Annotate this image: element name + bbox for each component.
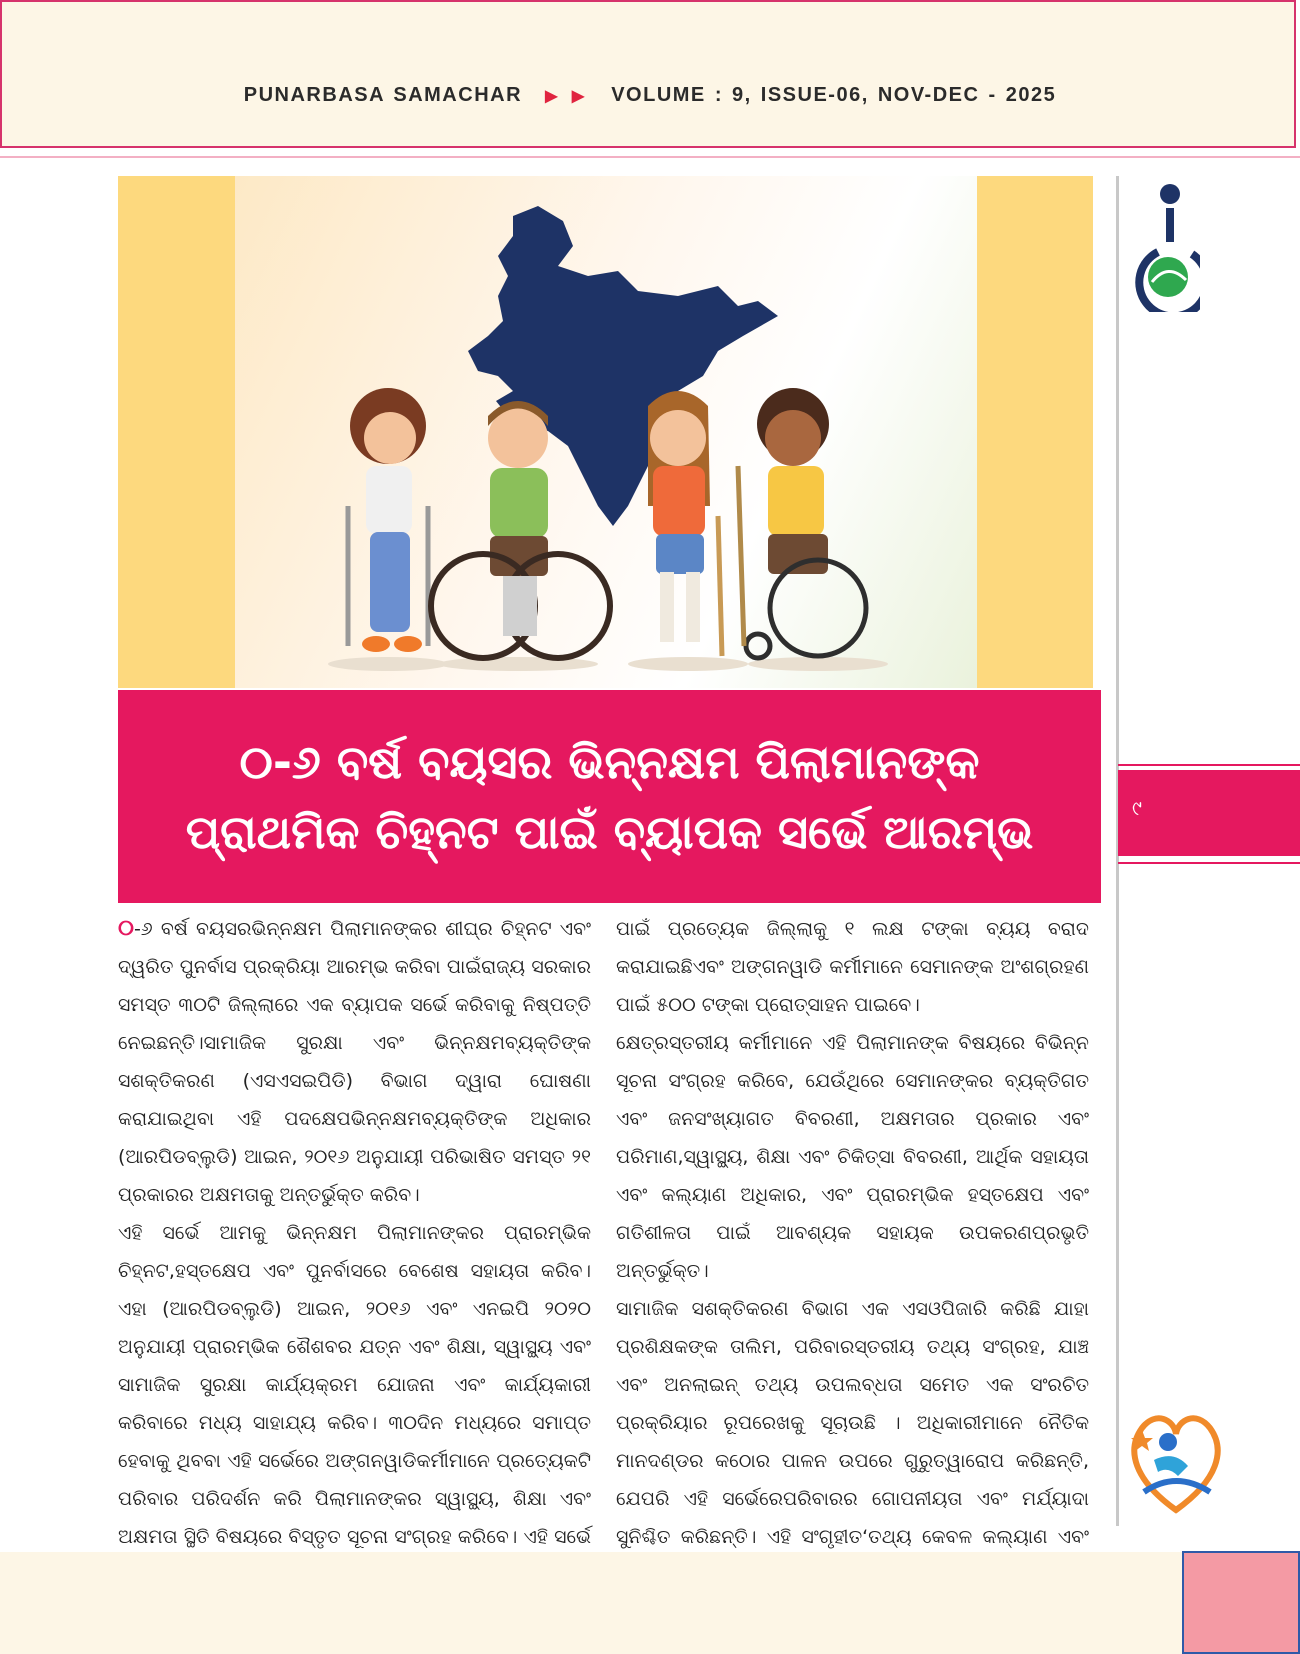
- drop-cap: ୦: [118, 916, 134, 941]
- paragraph-text: -୬ ବର୍ଷ ବୟସରଭିନ୍ନକ୍ଷମ ପିଲାମାନଙ୍କର ଶୀଘ୍ର ଚିହ୍ନଟ ଏବଂ ଦ୍ୱରିତ ପୁନର୍ବାସ ପ୍ରକ୍ରିୟା ଆରମ୍ଭ କରିବା ପାଇଁରାଜ୍ୟ ସରକାର ସମସ୍ତ ୩୦ଟି ଜିଲ୍ଲାରେ ଏକ ବ୍ୟାପକ ସର୍ଭେ କରିବାକୁ ନିଷ୍ପତ୍ତି ନେଇଛନ୍ତି।ସାମାଜିକ ସୁରକ୍ଷା ଏବଂ ଭିନ୍ନକ୍ଷମବ୍ୟକ୍ତିଙ୍କ ସଶକ୍ତିକରଣ (ଏସଏସଇପିଡି) ବିଭାଗ ଦ୍ୱାରା ଘୋଷଣା କରାଯାଇଥିବା ଏହି ପଦକ୍ଷେପଭିନ୍ନକ୍ଷମବ୍ୟକ୍ତିଙ୍କ ଅଧିକାର (ଆରପିଡବ୍ଲୁଡି) ଆଇନ, ୨୦୧୬ ଅନୁଯାୟୀ ପରିଭାଷିତ ସମସ୍ତ ୨୧ ପ୍ରକାରର ଅକ୍ଷମତାକୁ ଅନ୍ତର୍ଭୁକ୍ତ କରିବ।: [118, 918, 591, 1206]
- paragraph: ପାଇଁ ପ୍ରତ୍ୟେକ ଜିଲ୍ଲାକୁ ୧ ଲକ୍ଷ ଟଙ୍କା ବ୍ୟୟ ବରାଦ କରାଯାଇଛିଏବଂ ଅଙ୍ଗନୱାଡି କର୍ମୀମାନେ ସେମାନଙ୍କ ଅଂଶଗ୍ରହଣ ପାଇଁ ୫୦୦ ଟଙ୍କା ପ୍ରୋତ୍ସାହନ ପାଇବେ।: [616, 918, 1089, 1016]
- headline-line-1: ୦-୬ ବର୍ଷ ବୟସର ଭିନ୍ନକ୍ଷମ ପିଲାମାନଙ୍କ: [239, 734, 980, 789]
- arrow-icon: ▶ ▶: [545, 88, 589, 105]
- paragraph: ଏହି ସର୍ଭେ ଆମକୁ ଭିନ୍ନକ୍ଷମ ପିଲାମାନଙ୍କର ପ୍ରାରମ୍ଭିକ ଚିହ୍ନଟ,ହସ୍ତକ୍ଷେପ ଏବଂ ପୁନର୍ବାସରେ ବେଶେଷ ସହାୟତା କରିବ। ଏହା (ଆରପିଡବ୍ଲୁଡି) ଆଇନ, ୨୦୧୬ ଏବଂ ଏନଇପି ୨୦୨୦ ଅନୁଯାୟୀ ପ୍ରାରମ୍ଭିକ ଶୈଶବର ଯତ୍ନ ଏବଂ ଶିକ୍ଷା, ସ୍ୱାସ୍ଥ୍ୟ ଏବଂ ସାମାଜିକ ସୁରକ୍ଷା କାର୍ଯ୍ୟକ୍ରମ ଯୋଜନା ଏବଂ କାର୍ଯ୍ୟକାରୀ କରିବାରେ ମଧ୍ୟ ସାହାଯ୍ୟ କରିବ। ୩୦ଦିନ ମଧ୍ୟରେ ସମାପ୍ତ ହେବାକୁ ଥିବବା ଏହି ସର୍ଭେରେ ଅଙ୍ଗନୱାଡିକର୍ମୀମାନେ ପ୍ରତ୍ୟେକଟି ପରିବାର ପରିଦର୍ଶନ କରି ପିଲାମାନଙ୍କର ସ୍ୱାସ୍ଥ୍ୟ, ଶିକ୍ଷା ଏବଂ ଅକ୍ଷମତା ସ୍ଥିତି ବିଷୟରେ ବିସ୍ତୃତ ସୂଚନା ସଂଗ୍ରହ କରିବେ। ଏହି ସର୍ଭେ: [118, 1222, 591, 1548]
- page-number: ୯: [1118, 770, 1300, 856]
- masthead-divider: [0, 156, 1300, 158]
- page-number-rule-bottom: [1118, 862, 1300, 864]
- headline-line-2: ପ୍ରାଥମିକ ଚିହ୍ନଟ ପାଇଁ ବ୍ୟାପକ ସର୍ଭେ ଆରମ୍ଭ: [185, 804, 1034, 859]
- publication-name: PUNARBASA SAMACHAR: [243, 84, 523, 106]
- issue-info: VOLUME : 9, ISSUE-06, NOV-DEC - 2025: [611, 84, 1057, 106]
- masthead: [0, 0, 1296, 148]
- masthead-title: [0, 84, 1300, 107]
- page-number-rule-top: [1118, 764, 1300, 766]
- accessibility-logo-icon: [1130, 182, 1200, 316]
- footer-corner-block: [1182, 1551, 1300, 1654]
- footer-band: [0, 1552, 1300, 1654]
- children-with-india-map-illustration: [118, 176, 1093, 688]
- article-headline: [118, 690, 1101, 903]
- paragraph: ସାମାଜିକ ସଶକ୍ତିକରଣ ବିଭାଗ ଏକ ଏସଓପିଜାରି କରିଛି ଯାହା ପ୍ରଶିକ୍ଷକଙ୍କ ତାଲିମ, ପରିବାରସ୍ତରୀୟ ତଥ୍ୟ ସଂଗ୍ରହ, ଯାଞ୍ଚ ଏବଂ ଅନଲାଇନ୍ ତଥ୍ୟ ଉପଲବ୍ଧତା ସମେତ ଏକ ସଂରଚିତ ପ୍ରକ୍ରିୟାର ରୂପରେଖକୁ ସୂଚାଉଛି । ଅଧିକାରୀମାନେ ନୈତିକ ମାନଦଣ୍ଡର କଠୋର ପାଳନ ଉପରେ ଗୁରୁତ୍ୱାରୋପ କରିଛନ୍ତି, ଯେପରି ଏହି ସର୍ଭେରେପରିବାରର ଗୋପନୀୟତା ଏବଂ ମର୍ଯ୍ୟାଦା ସୁନିଶ୍ଚିତ କରିଛନ୍ତି। ଏହି ସଂଗୃହୀତ‘ତଥ୍ୟ କେବଳ କଲ୍ୟାଣ ଏବଂ: [616, 1298, 1089, 1548]
- article-column-left: [118, 910, 591, 1594]
- paragraph: କ୍ଷେତ୍ରସ୍ତରୀୟ କର୍ମୀମାନେ ଏହି ପିଲାମାନଙ୍କ ବିଷୟରେ ବିଭିନ୍ନ ସୂଚନା ସଂଗ୍ରହ କରିବେ, ଯେଉଁଥିରେ ସେମାନଙ୍କର ବ୍ୟକ୍ତିଗତ ଏବଂ ଜନସଂଖ୍ୟାଗତ ବିବରଣୀ, ଅକ୍ଷମତାର ପ୍ରକାର ଏବଂ ପରିମାଣ,ସ୍ୱାସ୍ଥ୍ୟ, ଶିକ୍ଷା ଏବଂ ଚିକିତ୍ସା ବିବରଣୀ, ଆର୍ଥିକ ସହାୟତା ଏବଂ କଲ୍ୟାଣ ଅଧିକାର, ଏବଂ ପ୍ରାରମ୍ଭିକ ହସ୍ତକ୍ଷେପ ଏବଂ ଗତିଶୀଳତା ପାଇଁ ଆବଶ୍ୟକ ସହାୟକ ଉପକରଣପ୍ରଭୃତି ଅନ୍ତର୍ଭୁକ୍ତ।: [616, 1032, 1089, 1282]
- child-with-crutches: [348, 388, 428, 652]
- article-column-right: [616, 910, 1089, 1632]
- inclusion-heart-logo-icon: [1124, 1400, 1228, 1522]
- article-body: [118, 910, 1093, 1550]
- paragraph: [118, 910, 591, 1214]
- child-with-cane: [648, 391, 722, 656]
- hero-illustration: [118, 176, 1093, 688]
- child-in-wheelchair-2: [738, 388, 866, 658]
